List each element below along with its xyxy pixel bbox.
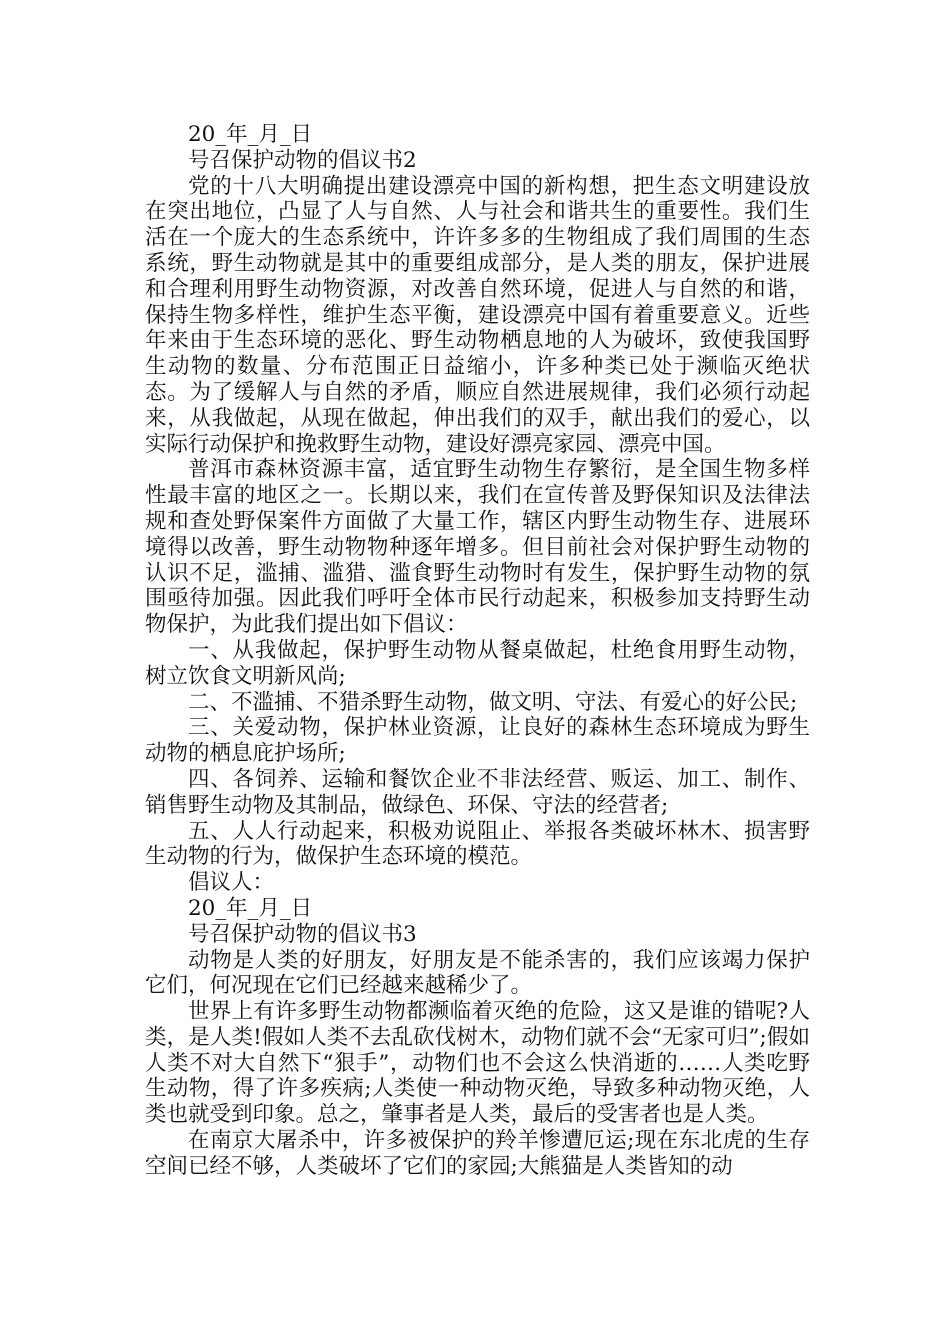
section-title-2: 号召保护动物的倡议书2: [188, 147, 417, 173]
paragraph: 普洱市森林资源丰富，适宜野生动物生存繁衍，是全国生物多样性最丰富的地区之一。长期以来，我们在宣传普及野保知识及法律法规和查处野保案件方面做了大量工作，辖区内野生动物生存、进展环境得以改善，野生动物物种逐年增多。但目前社会对保护野生动物的认识不足，滥捕、滥猎、滥食野生动物时有发生，保护野生动物的氛围亟待加强。因此我们呼吁全体市民行动起来，积极参加支持野生动物保护，为此我们提出如下倡议：: [145, 457, 810, 638]
proposal-item-2: 二、不滥捕、不猎杀野生动物，做文明、守法、有爱心的好公民;: [188, 689, 798, 715]
paragraph: 动物是人类的好朋友，好朋友是不能杀害的，我们应该竭力保护它们，何况现在它们已经越来越稀少了。: [145, 947, 810, 999]
proposal-item-4: 四、各饲养、运输和餐饮企业不非法经营、贩运、加工、制作、销售野生动物及其制品，做绿色、环保、守法的经营者;: [145, 766, 810, 818]
paragraph: 在南京大屠杀中，许多被保护的羚羊惨遭厄运;现在东北虎的生存空间已经不够，人类破坏了它们的家园;大熊猫是人类皆知的动: [145, 1128, 810, 1179]
proposal-item-1: 一、从我做起，保护野生动物从餐桌做起，杜绝食用野生动物，树立饮食文明新风尚;: [145, 637, 810, 689]
section-title-3: 号召保护动物的倡议书3: [188, 921, 417, 947]
date-line: 20_年_月_日: [188, 895, 313, 921]
paragraph: 世界上有许多野生动物都濒临着灭绝的危险，这又是谁的错呢?人类，是人类!假如人类不去乱砍伐树木，动物们就不会“无家可归”;假如人类不对大自然下“狠手”，动物们也不会这么快消逝的……人类吃野生动物，得了许多疾病;人类使一种动物灭绝，导致多种动物灭绝，人类也就受到印象。总之，肇事者是人类，最后的受害者也是人类。: [145, 999, 810, 1128]
document-body: [145, 122, 810, 1180]
signatory-line: 倡议人：: [188, 870, 275, 896]
proposal-item-3: 三、关爱动物，保护林业资源，让良好的森林生态环境成为野生动物的栖息庇护场所;: [145, 715, 810, 767]
date-line: 20_年_月_日: [188, 122, 313, 147]
paragraph: 党的十八大明确提出建设漂亮中国的新构想，把生态文明建设放在突出地位，凸显了人与自然、人与社会和谐共生的重要性。我们生活在一个庞大的生态系统中，许许多多的生物组成了我们周围的生态系统，野生动物就是其中的重要组成部分，是人类的朋友，保护进展和合理利用野生动物资源，对改善自然环境，促进人与自然的和谐，保持生物多样性，维护生态平衡，建设漂亮中国有着重要意义。近些年来由于生态环境的恶化、野生动物栖息地的人为破坏，致使我国野生动物的数量、分布范围正日益缩小，许多种类已处于濒临灭绝状态。为了缓解人与自然的矛盾，顺应自然进展规律，我们必须行动起来，从我做起，从现在做起，伸出我们的双手，献出我们的爱心，以实际行动保护和挽救野生动物，建设好漂亮家园、漂亮中国。: [145, 173, 810, 457]
proposal-item-5: 五、人人行动起来，积极劝说阻止、举报各类破坏林木、损害野生动物的行为，做保护生态环境的模范。: [145, 818, 810, 870]
